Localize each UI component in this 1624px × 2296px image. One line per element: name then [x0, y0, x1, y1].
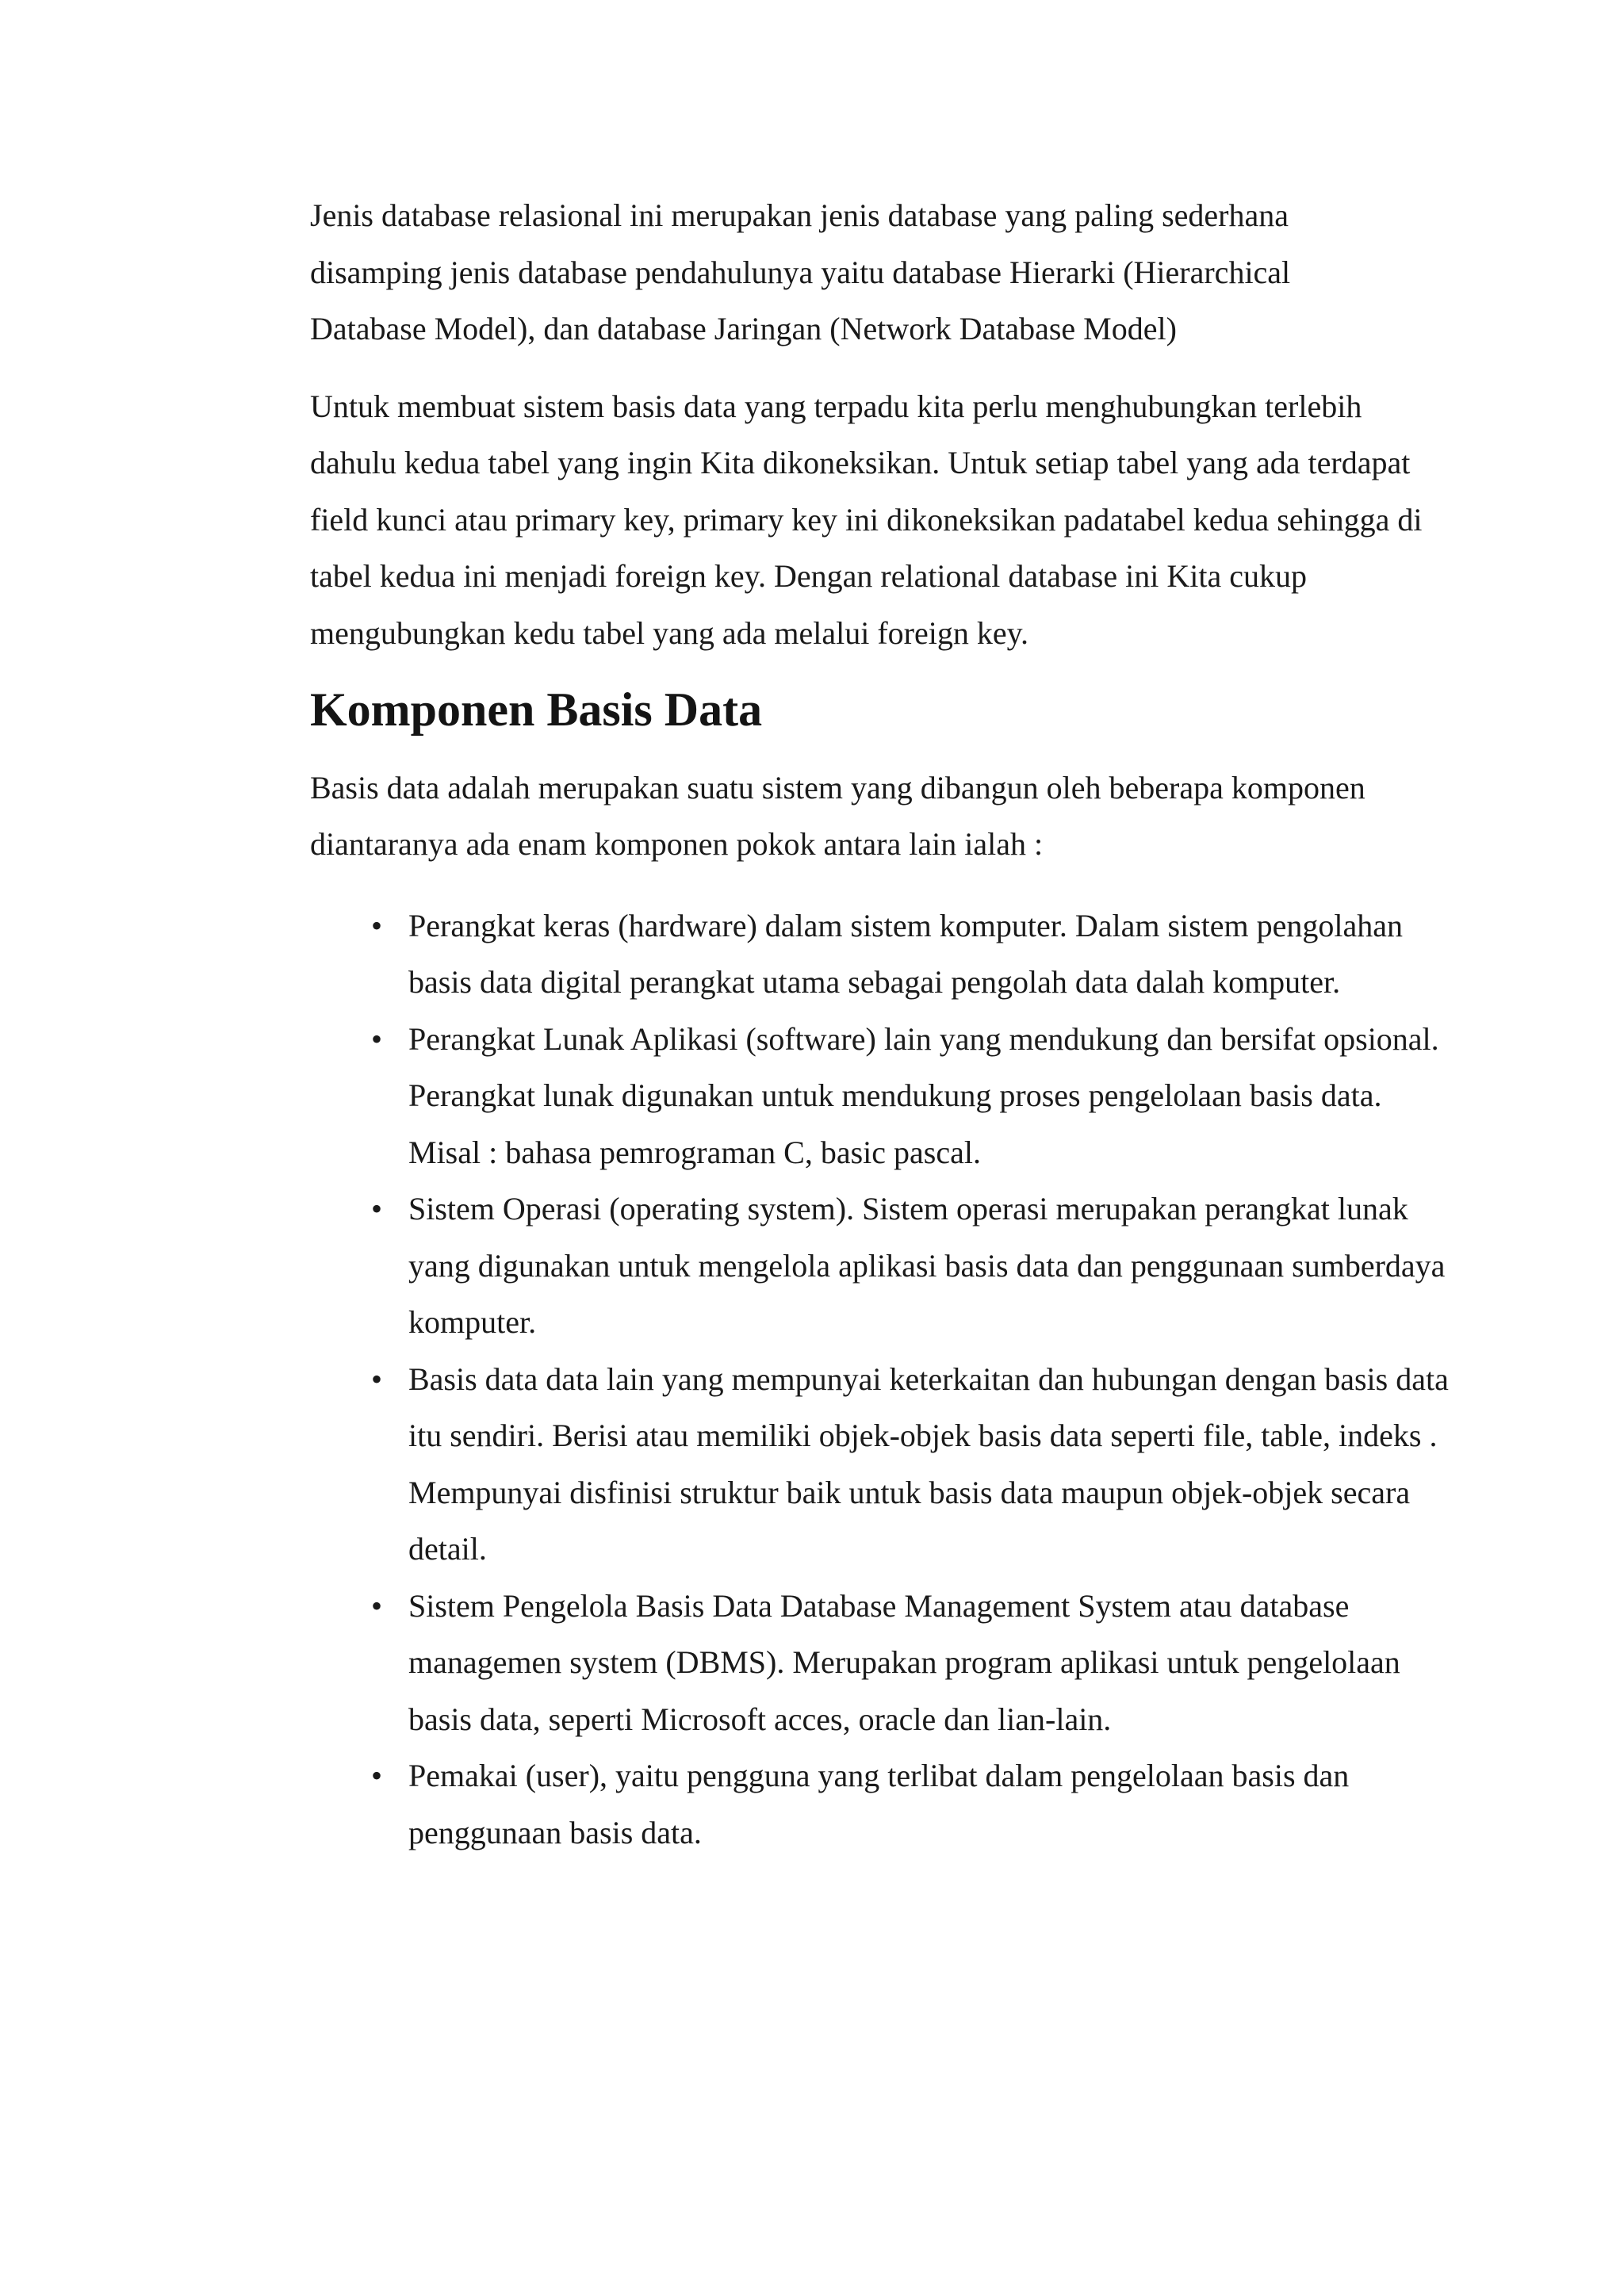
bullet-icon: •	[370, 907, 382, 943]
list-item-text: Basis data data lain yang mempunyai keterkaitan dan hubungan dengan basis data itu sendiri. Berisi atau memiliki objek-objek basis data seperti file, table, indeks . Mempunyai disfinisi struktur baik untuk basis data maupun objek-objek secara detail.	[408, 1360, 1449, 1567]
list-item	[310, 1181, 1455, 1351]
list-item-text: Pemakai (user), yaitu pengguna yang terlibat dalam pengelolaan basis dan penggunaan basis data.	[408, 1758, 1350, 1850]
bullet-icon: •	[370, 1020, 382, 1057]
paragraph-relational-database: Jenis database relasional ini merupakan jenis database yang paling sederhana disamping jenis database pendahulunya yaitu database Hierarki (Hierarchical Database Model), dan database Jaringan (Network Database Model)	[310, 197, 1291, 346]
bullet-icon: •	[370, 1587, 382, 1624]
bullet-icon: •	[370, 1191, 382, 1226]
list-item	[310, 1351, 1455, 1578]
bullet-icon: •	[370, 1360, 382, 1397]
bullet-icon: •	[370, 1758, 382, 1793]
list-item-text: Perangkat Lunak Aplikasi (software) lain yang mendukung dan bersifat opsional. Perangkat lunak digunakan untuk mendukung proses pengelolaan basis data. Misal : bahasa pemrograman C, basic pascal.	[408, 1020, 1439, 1170]
paragraph-components-intro: Basis data adalah merupakan suatu sistem yang dibangun oleh beberapa komponen diantaranya ada enam komponen pokok antara lain ialah :	[310, 769, 1365, 862]
list-item-text: Sistem Operasi (operating system). Sistem operasi merupakan perangkat lunak yang digunakan untuk mengelola aplikasi basis data dan penggunaan sumberdaya komputer.	[408, 1191, 1446, 1340]
paragraph-integrated-database: Untuk membuat sistem basis data yang terpadu kita perlu menghubungkan terlebih dahulu kedua tabel yang ingin Kita dikoneksikan. Untuk setiap tabel yang ada terdapat field kunci atau primary key, primary key ini dikoneksikan padatabel kedua sehingga di tabel kedua ini menjadi foreign key. Dengan relational database ini Kita cukup mengubungkan kedu tabel yang ada melalui foreign key.	[310, 388, 1423, 651]
section-heading: Komponen Basis Data	[310, 683, 763, 736]
list-item	[310, 897, 1455, 1011]
list-item	[310, 1578, 1455, 1748]
components-list	[310, 897, 1452, 1862]
list-item-text: Perangkat keras (hardware) dalam sistem komputer. Dalam sistem pengolahan basis data digital perangkat utama sebagai pengolah data dalah komputer.	[408, 907, 1404, 1000]
list-item	[310, 1011, 1455, 1181]
document-page	[310, 187, 1452, 1861]
list-item	[310, 1747, 1455, 1861]
list-item-text: Sistem Pengelola Basis Data Database Management System atau database managemen system (DBMS). Merupakan program aplikasi untuk pengelolaan basis data, seperti Microsoft acces, oracle dan lian-lain.	[408, 1587, 1400, 1737]
